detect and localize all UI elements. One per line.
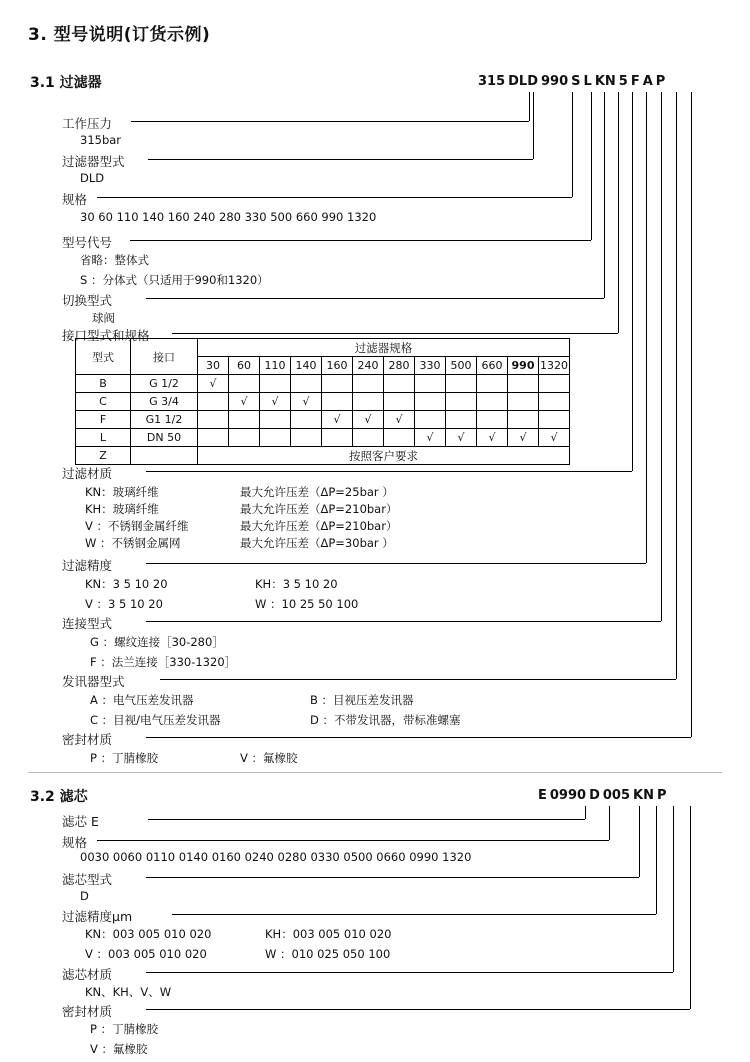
cell-type: L xyxy=(76,429,131,447)
label-element-e: 滤芯 E xyxy=(62,814,99,829)
th-port: 接口 xyxy=(131,339,198,375)
leader-line xyxy=(690,806,691,1009)
label-filtration-rating: 过滤精度 xyxy=(62,558,113,573)
label-model-code: 型号代号 xyxy=(62,235,113,250)
rating-right: W ：10 25 50 100 xyxy=(255,597,359,611)
cell-check xyxy=(229,411,260,429)
cell-check xyxy=(539,411,570,429)
value-element-type: D xyxy=(80,889,89,903)
code-part: 990 xyxy=(541,74,569,89)
leader-line xyxy=(585,806,586,819)
leader-line xyxy=(131,121,529,122)
cell-check xyxy=(322,393,353,411)
value-switch-type: 球阀 xyxy=(92,311,115,325)
leader-line xyxy=(591,92,592,240)
th-size: 30 xyxy=(198,357,229,375)
cell-check xyxy=(198,393,229,411)
code-part: S xyxy=(571,74,581,89)
label-port-type-size: 接口型式和规格 xyxy=(62,328,150,343)
leader-line xyxy=(646,92,647,563)
cell-port: G 3/4 xyxy=(131,393,198,411)
cell-check xyxy=(291,411,322,429)
cell-check: √ xyxy=(415,429,446,447)
cell-check xyxy=(322,375,353,393)
cell-check xyxy=(229,429,260,447)
leader-line xyxy=(673,806,674,972)
leader-line xyxy=(676,92,677,679)
element-rating-right: KH：003 005 010 020 xyxy=(265,927,392,941)
material-note: 最大允许压差（ΔP=30bar ） xyxy=(240,536,394,550)
th-size: 160 xyxy=(322,357,353,375)
cell-check xyxy=(415,393,446,411)
label-working-pressure: 工作压力 xyxy=(62,116,113,131)
cell-check xyxy=(198,411,229,429)
code-part: 315 xyxy=(478,74,506,89)
value-element-size-list: 0030 0060 0110 0140 0160 0240 0280 0330 0500 0660 0990 1320 xyxy=(80,850,472,864)
element-rating-left: KN：003 005 010 020 xyxy=(85,927,212,941)
leader-line xyxy=(609,806,610,840)
cell-check: √ xyxy=(322,411,353,429)
element-seal-row: V ：氟橡胶 xyxy=(90,1042,148,1056)
leader-line xyxy=(130,240,591,241)
th-size: 660 xyxy=(477,357,508,375)
material-code: KN：玻璃纤维 xyxy=(85,485,159,499)
code-part: D xyxy=(589,788,600,803)
material-code: KH：玻璃纤维 xyxy=(85,502,159,516)
material-note: 最大允许压差（ΔP=210bar） xyxy=(240,502,398,516)
cell-check xyxy=(260,411,291,429)
leader-line xyxy=(533,92,534,159)
th-size-group: 过滤器规格 xyxy=(198,339,570,357)
th-size: 500 xyxy=(446,357,477,375)
leader-line xyxy=(146,737,691,738)
material-code: V ：不锈钢金属纤维 xyxy=(85,519,189,533)
cell-check xyxy=(260,429,291,447)
element-seal-row: P ：丁腈橡胶 xyxy=(90,1022,159,1036)
th-size: 60 xyxy=(229,357,260,375)
cell-type: Z xyxy=(76,447,131,465)
port-size-table xyxy=(75,338,570,465)
value-model-code-1: 省略：整体式 xyxy=(80,253,149,267)
leader-line xyxy=(639,806,640,877)
cell-check: √ xyxy=(477,429,508,447)
code-part: KN xyxy=(633,788,654,803)
label-size: 规格 xyxy=(62,192,88,207)
cell-check xyxy=(291,429,322,447)
cell-check: √ xyxy=(198,375,229,393)
code-part: 005 xyxy=(602,788,631,803)
label-element-material: 滤芯材质 xyxy=(62,967,113,982)
cell-check xyxy=(508,411,539,429)
label-filter-material: 过滤材质 xyxy=(62,466,113,481)
leader-line xyxy=(656,806,657,914)
cell-check xyxy=(384,429,415,447)
code-part: A xyxy=(642,74,653,89)
code-part: F xyxy=(630,74,640,89)
leader-line xyxy=(572,92,573,197)
cell-check xyxy=(415,375,446,393)
leader-line xyxy=(172,914,656,915)
cell-check xyxy=(477,393,508,411)
cell-port xyxy=(131,447,198,465)
cell-check xyxy=(446,411,477,429)
element-rating-right: W ：010 025 050 100 xyxy=(265,947,391,961)
cell-check xyxy=(260,375,291,393)
cell-check xyxy=(508,393,539,411)
th-size: 330 xyxy=(415,357,446,375)
code-part: 5 xyxy=(618,74,628,89)
th-type: 型式 xyxy=(76,339,131,375)
material-code: W ：不锈钢金属网 xyxy=(85,536,181,550)
value-element-material: KN、KH、V、W xyxy=(85,985,172,999)
cell-type: B xyxy=(76,375,131,393)
cell-check xyxy=(353,393,384,411)
cell-check: √ xyxy=(291,393,322,411)
label-seal-material: 密封材质 xyxy=(62,732,113,747)
cell-check: √ xyxy=(384,411,415,429)
leader-line xyxy=(146,621,661,622)
leader-line xyxy=(661,92,662,621)
leader-line xyxy=(146,298,604,299)
leader-line xyxy=(604,92,605,298)
th-size: 1320 xyxy=(539,357,570,375)
cell-check: √ xyxy=(446,429,477,447)
cell-check xyxy=(229,375,260,393)
code-part: DLD xyxy=(508,74,539,89)
th-size: 110 xyxy=(260,357,291,375)
cell-check: √ xyxy=(353,411,384,429)
leader-line xyxy=(146,563,646,564)
label-indicator-type: 发讯器型式 xyxy=(62,674,125,689)
table-row xyxy=(76,393,570,411)
label-connection-type: 连接型式 xyxy=(62,616,113,631)
cell-check xyxy=(353,429,384,447)
leader-line xyxy=(160,679,676,680)
cell-port: DN 50 xyxy=(131,429,198,447)
rating-left: V ：3 5 10 20 xyxy=(85,597,163,611)
leader-line xyxy=(146,1009,690,1010)
seal-right: V ：氟橡胶 xyxy=(240,751,298,765)
cell-check xyxy=(353,375,384,393)
leader-line xyxy=(618,92,619,333)
indicator-left: C ：目视/电气压差发讯器 xyxy=(90,713,221,727)
seal-left: P ：丁腈橡胶 xyxy=(90,751,159,765)
value-model-code-2: S ：分体式（只适用于990和1320） xyxy=(80,273,269,287)
section-heading-element: 3.2 滤芯 xyxy=(30,789,88,805)
code-part: L xyxy=(583,74,592,89)
table-header-row xyxy=(76,339,570,357)
label-element-seal: 密封材质 xyxy=(62,1004,113,1019)
cell-check xyxy=(477,411,508,429)
cell-port: G1 1/2 xyxy=(131,411,198,429)
element-rating-left: V ：003 005 010 020 xyxy=(85,947,207,961)
leader-line xyxy=(146,972,673,973)
order-code-element xyxy=(538,788,670,803)
label-element-type: 滤芯型式 xyxy=(62,872,113,887)
label-switch-type: 切换型式 xyxy=(62,293,113,308)
order-code-filter xyxy=(478,74,668,89)
cell-type: C xyxy=(76,393,131,411)
value-filter-type: DLD xyxy=(80,171,105,185)
code-part: KN xyxy=(594,74,616,89)
label-filter-type: 过滤器型式 xyxy=(62,154,125,169)
leader-line xyxy=(146,877,639,878)
th-size: 240 xyxy=(353,357,384,375)
material-note: 最大允许压差（ΔP=25bar ） xyxy=(240,485,394,499)
cell-check xyxy=(539,375,570,393)
section-divider xyxy=(28,772,722,773)
value-size-list: 30 60 110 140 160 240 280 330 500 660 990 1320 xyxy=(80,210,377,224)
th-size: 990 xyxy=(508,357,539,375)
leader-line xyxy=(632,92,633,471)
cell-type: F xyxy=(76,411,131,429)
leader-line xyxy=(172,333,618,334)
cell-check xyxy=(415,411,446,429)
cell-check xyxy=(291,375,322,393)
cell-check xyxy=(477,375,508,393)
code-part: 0990 xyxy=(549,788,587,803)
cell-check xyxy=(508,375,539,393)
connection-row: G ：螺纹连接［30-280］ xyxy=(90,635,224,649)
table-row xyxy=(76,411,570,429)
cell-check: √ xyxy=(539,429,570,447)
value-working-pressure: 315bar xyxy=(80,133,122,147)
cell-note: 按照客户要求 xyxy=(198,447,570,465)
table-row xyxy=(76,375,570,393)
indicator-left: A ：电气压差发讯器 xyxy=(90,693,194,707)
leader-line xyxy=(148,819,585,820)
cell-check xyxy=(446,375,477,393)
page-title: 3. 型号说明(订货示例) xyxy=(28,25,211,45)
leader-line xyxy=(146,471,632,472)
cell-port: G 1/2 xyxy=(131,375,198,393)
rating-right: KH：3 5 10 20 xyxy=(255,577,338,591)
label-element-size: 规格 xyxy=(62,835,88,850)
leader-line xyxy=(529,92,530,121)
cell-check xyxy=(384,393,415,411)
th-size: 280 xyxy=(384,357,415,375)
material-note: 最大允许压差（ΔP=210bar） xyxy=(240,519,398,533)
leader-line xyxy=(148,159,533,160)
rating-left: KN：3 5 10 20 xyxy=(85,577,168,591)
cell-check: √ xyxy=(229,393,260,411)
section-heading-filter: 3.1 过滤器 xyxy=(30,75,102,91)
cell-check: √ xyxy=(260,393,291,411)
code-part: P xyxy=(655,74,666,89)
cell-check xyxy=(384,375,415,393)
table-row xyxy=(76,447,570,465)
cell-check xyxy=(198,429,229,447)
leader-line xyxy=(97,840,609,841)
label-element-rating: 过滤精度μm xyxy=(62,909,133,924)
indicator-right: B ：目视压差发讯器 xyxy=(310,693,414,707)
cell-check: √ xyxy=(508,429,539,447)
code-part: E xyxy=(538,788,547,803)
leader-line xyxy=(97,197,572,198)
th-size: 140 xyxy=(291,357,322,375)
code-part: P xyxy=(656,788,667,803)
cell-check xyxy=(446,393,477,411)
leader-line xyxy=(691,92,692,737)
connection-row: F ：法兰连接［330-1320］ xyxy=(90,655,237,669)
cell-check xyxy=(539,393,570,411)
indicator-right: D ：不带发讯器，带标准螺塞 xyxy=(310,713,461,727)
cell-check xyxy=(322,429,353,447)
table-row xyxy=(76,429,570,447)
